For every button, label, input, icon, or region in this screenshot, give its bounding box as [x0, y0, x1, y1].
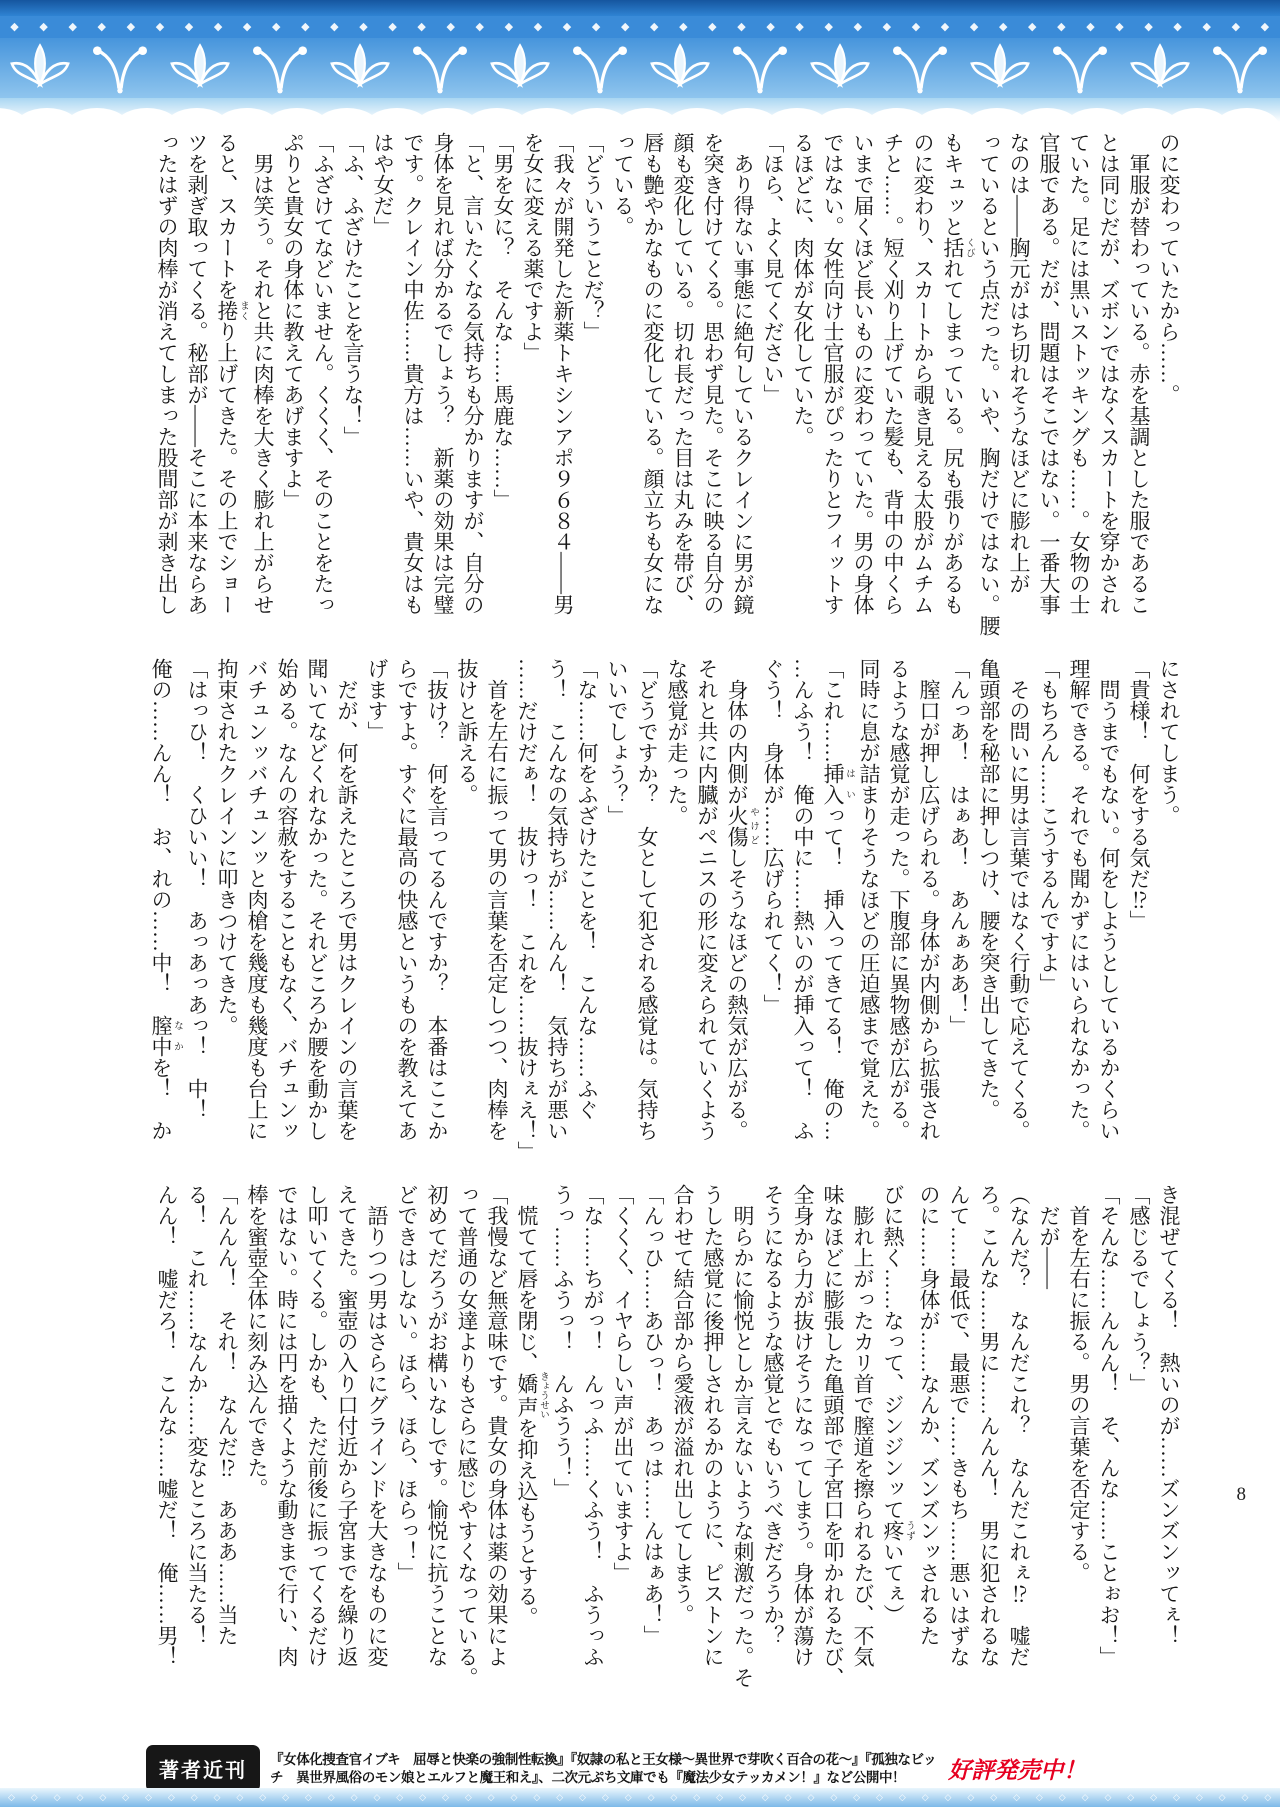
text-line: 拘束されたクレインに叩きつけてきた。 [215, 658, 239, 1036]
diamond-icon: ◇ [761, 1792, 769, 1802]
scroll-ornament-icon [85, 41, 155, 95]
text-line: ていた。足には黒いストッキングも……。女物の士 [1067, 132, 1091, 615]
text-line: き混ぜてくる！ 熱いのが……ズンズンッてぇ！ [1157, 1184, 1181, 1646]
text-band-2 [146, 658, 1184, 1162]
diamond-icon: ◇ [1241, 1792, 1249, 1802]
diamond-icon: ◇ [396, 1792, 404, 1802]
text-line: そうになるような感覚とでもいうべきだろうか？ [761, 1184, 785, 1646]
text-line: う！ こんなの気持ちが……んん！ 気持ちが悪い [545, 658, 569, 1141]
decorative-border-bottom [0, 1788, 1280, 1807]
text-line: 「どういうことだ？」 [581, 132, 605, 342]
text-line: 首を左右に振る。男の言葉を否定する。 [1067, 1184, 1091, 1583]
diamond-icon: ◇ [327, 1792, 335, 1802]
diamond-icon: ◇ [738, 1792, 746, 1802]
text-line: もキュッと括 くびれてしまっている。尻も張りがあるも [941, 132, 974, 615]
diamond-icon: ◆ [562, 20, 572, 33]
text-line: はや女だ」 [371, 132, 395, 237]
diamond-icon: ◆ [97, 20, 106, 33]
scroll-ornament-icon [405, 41, 475, 95]
text-line: うっ……ふうっ！ んふうう！」 [551, 1184, 575, 1499]
diamond-icon: ◇ [807, 1792, 815, 1802]
text-line: んて……最低で、最悪で……きもち……悪いはずな [947, 1184, 971, 1667]
diamond-icon: ◇ [830, 1792, 838, 1802]
text-line: のに変わり、スカートから覗き見える太股がムチム [911, 132, 935, 615]
scroll-ornament-icon [885, 41, 955, 95]
tulip-ornament-icon [965, 41, 1035, 95]
diamond-icon: ◆ [911, 20, 921, 33]
diamond-icon: ◆ [940, 20, 950, 33]
border-top-dark-strip [0, 0, 1280, 16]
text-line: とは同じだが、ズボンではなくスカートを穿かされ [1097, 132, 1121, 615]
text-line: びに熱く……なって、ジンジンッて疼 うずいてぇ） [881, 1184, 914, 1625]
diamond-icon: ◇ [1035, 1792, 1043, 1802]
text-line: なのは――胸元がはち切れそうなほどに膨れ上が [1007, 132, 1031, 594]
text-line: のに……身体が……なんか、ズンズンッされるた [917, 1184, 941, 1646]
diamond-icon: ◇ [647, 1792, 655, 1802]
diamond-icon: ◇ [464, 1792, 472, 1802]
diamond-icon: ◆ [446, 20, 455, 33]
diamond-icon: ◇ [853, 1792, 861, 1802]
text-line: 「男を女に？ そんな……馬鹿な……」 [491, 132, 515, 510]
diamond-icon: ◇ [441, 1792, 449, 1802]
text-line: 全身から力が抜けそうになってしまう。身体が蕩け [791, 1184, 815, 1667]
diamond-icon: ◆ [533, 20, 543, 33]
diamond-icon: ◇ [1195, 1792, 1203, 1802]
text-line: 男は笑う。それと共に肉棒を大きく膨れ上がらせ [251, 132, 275, 615]
diamond-icon: ◇ [76, 1792, 84, 1802]
text-line: 味なほどに膨張した亀頭部で子宮口を叩かれるたび、 [821, 1184, 845, 1688]
text-line: のに変わっていたから……。 [1157, 132, 1181, 405]
diamond-icon: ◇ [990, 1792, 998, 1802]
text-line: 「くくく、イヤらしい声が出ていますよ」 [611, 1184, 635, 1583]
diamond-icon: ◆ [10, 20, 19, 33]
diamond-icon: ◆ [882, 20, 892, 33]
diamond-icon: ◆ [1144, 20, 1153, 33]
text-line: 問うまでもない。何をしようとしているかくらい [1097, 658, 1121, 1141]
scroll-ornament-icon [245, 41, 315, 95]
text-band-3 [152, 1184, 1184, 1688]
text-line: ろ。こんな……男に……んんん！ 男に犯されるな [977, 1184, 1001, 1667]
diamond-icon: ◆ [1202, 20, 1211, 33]
text-line: 聞いてなどくれなかった。それどころか腰を動かし [305, 658, 329, 1141]
border-cloud-fade [0, 98, 1280, 126]
diamond-icon: ◆ [620, 20, 630, 33]
text-line: る！ これ……なんか……変なところに当たる！ [185, 1184, 209, 1646]
diamond-icon: ◆ [272, 20, 281, 33]
text-line: その問いに男は言葉ではなく行動で応えてくる。 [1007, 658, 1031, 1141]
text-line: …んふう！ 俺の中に……熱いのが挿入って！ ふ [791, 658, 815, 1141]
text-line: だが、何を訴えたところで男はクレインの言葉を [335, 658, 359, 1141]
text-line: 「ほら、よく見てください」 [761, 132, 785, 405]
text-line: 初めてだろうがお構いなしです。愉悦に抗うことな [425, 1184, 449, 1667]
border-scallop-row [0, 108, 1280, 126]
diamond-icon: ◆ [591, 20, 601, 33]
diamond-icon: ◆ [1086, 20, 1095, 33]
text-line: ぐう！ 身体が……広げられてく！」 [761, 658, 785, 1015]
text-line: 「はっひ！ くひいい！ あっあっあっ！ 中！ [185, 658, 209, 1120]
diamond-icon: ◆ [39, 20, 48, 33]
diamond-icon: ◇ [145, 1792, 152, 1802]
page-number: 8 [1236, 1484, 1246, 1505]
diamond-icon: ◆ [708, 20, 717, 33]
diamond-icon: ◇ [876, 1792, 883, 1802]
scroll-ornament-icon [565, 41, 635, 95]
footer-book-titles [270, 1751, 936, 1786]
text-line: 軍服が替わっている。赤を基調とした服であるこ [1127, 132, 1151, 615]
tulip-ornament-icon [805, 41, 875, 95]
diamond-icon: ◇ [30, 1792, 38, 1802]
diamond-icon: ◆ [242, 20, 252, 33]
border-diamond-row [0, 16, 1280, 38]
diamond-icon: ◆ [650, 20, 659, 33]
diamond-icon: ◇ [1104, 1792, 1112, 1802]
diamond-icon: ◇ [670, 1792, 678, 1802]
text-line: 「んんん！ それ！ なんだ⁉ あああ……当た [215, 1184, 239, 1646]
text-line: 「これ……挿入 はいって！ 挿入ってきてる！ 俺の… [821, 658, 854, 1141]
diamond-icon: ◆ [417, 20, 426, 33]
diamond-icon: ◇ [579, 1792, 586, 1802]
text-line: 俺の……んん！ お、れの……中！ 膣中 なかを！ か [149, 658, 182, 1141]
text-line: って普通の女達よりもさらに感じやすくなっている。 [455, 1184, 479, 1688]
text-line: 「な……ちがっ！ んっふ……くふう！ ふうっふ [581, 1184, 605, 1667]
diamond-icon: ◇ [624, 1792, 632, 1802]
text-line: 「な……何をふざけたことを！ こんな……ふぐ [575, 658, 599, 1120]
diamond-icon: ◆ [475, 20, 485, 33]
text-line: 「んっあ！ はぁあ！ あんぁああ！」 [947, 658, 971, 1036]
text-line: あり得ない事態に絶句しているクレインに男が鏡 [731, 132, 755, 615]
text-line: バチュンッバチュンッと肉槍を幾度も幾度も台上に [245, 658, 269, 1141]
diamond-icon: ◆ [795, 20, 804, 33]
text-line: 膨れ上がったカリ首で膣道を擦られるたび、不気 [851, 1184, 875, 1667]
diamond-icon: ◇ [167, 1792, 175, 1802]
on-sale-badge: 好評発売中！ [948, 1757, 1087, 1783]
diamond-icon: ◇ [236, 1792, 244, 1802]
diamond-icon: ◆ [1057, 20, 1066, 33]
diamond-icon: ◇ [419, 1792, 427, 1802]
diamond-icon: ◆ [184, 20, 194, 33]
diamond-icon: ◇ [967, 1792, 975, 1802]
text-line: 亀頭部を秘部に押しつけ、腰を突き出してきた。 [977, 658, 1001, 1120]
diamond-icon: ◆ [853, 20, 863, 33]
text-line: 顔も変化している。切れ長だった目は丸みを帯び、 [671, 132, 695, 615]
text-line: いいでしょう？」 [605, 658, 629, 826]
diamond-icon: ◆ [1231, 20, 1241, 33]
text-line: げます」 [365, 658, 389, 742]
footer-line-2: チ 異世界風俗のモン娘とエルフと魔王和え』、二次元ぷち文庫でも『魔法少女テッカメン！』など公開中！ [270, 1769, 906, 1785]
diamond-icon: ◇ [1172, 1792, 1180, 1802]
footer-ad [146, 1745, 1196, 1792]
text-line: 「ふざけてなどいません。くくく、そのことをたっ [311, 132, 335, 615]
diamond-icon: ◇ [259, 1792, 267, 1802]
text-line: 「感じるでしょう？」 [1127, 1184, 1151, 1394]
text-line: うした感覚に後押しされるかのように、ピストンに [701, 1184, 725, 1667]
text-line: 抜けと訴える。 [455, 658, 479, 805]
diamond-icon: ◆ [126, 20, 136, 33]
diamond-icon: ◇ [1150, 1792, 1158, 1802]
diamond-icon: ◆ [359, 20, 368, 33]
diamond-icon: ◇ [373, 1792, 381, 1802]
text-line: 合わせて結合部から愛液が溢れ出してしまう。 [671, 1184, 695, 1625]
text-line: ったはずの肉棒が消えてしまった股間部が剥き出し [155, 132, 179, 615]
text-band-1 [152, 132, 1184, 636]
diamond-icon: ◆ [766, 20, 775, 33]
diamond-icon: ◇ [510, 1792, 518, 1802]
diamond-icon: ◇ [556, 1792, 564, 1802]
text-line: 同時に息が詰まりそうなほどの圧迫感まで覚えた。 [857, 658, 881, 1141]
diamond-icon: ◇ [1264, 1792, 1272, 1802]
diamond-icon: ◇ [53, 1792, 61, 1802]
diamond-icon: ◇ [898, 1792, 906, 1802]
text-line: 理解できる。それでも聞かずにはいられなかった。 [1067, 658, 1091, 1141]
tulip-ornament-icon [5, 41, 75, 95]
diamond-icon: ◆ [68, 20, 77, 33]
text-line: 「ふ、ふざけたことを言うな！」 [341, 132, 365, 447]
text-line: 「もちろん……こうするんですよ」 [1037, 658, 1061, 994]
diamond-icon: ◇ [350, 1792, 358, 1802]
text-line: にされてしまう。 [1157, 658, 1181, 826]
tulip-ornament-icon [645, 41, 715, 95]
diamond-icon: ◇ [921, 1792, 929, 1802]
text-line: らですよ。すぐに最高の快感というものを教えてあ [395, 658, 419, 1141]
diamond-icon: ◆ [969, 20, 979, 33]
diamond-icon: ◇ [99, 1792, 107, 1802]
diamond-icon: ◆ [1260, 20, 1270, 33]
text-line: っている。 [611, 132, 635, 237]
diamond-icon: ◇ [7, 1792, 15, 1802]
text-line: だが―― [1037, 1184, 1061, 1289]
diamond-icon: ◇ [1127, 1792, 1135, 1802]
text-line: 「どうですか？ 女として犯される感覚は。気持ち [635, 658, 659, 1141]
text-line: どできはしない。ほら、ほら、ほらっ！」 [395, 1184, 419, 1583]
scroll-ornament-icon [1205, 41, 1275, 95]
text-line: るほどに、肉体が女化していた。 [791, 132, 815, 447]
author-books-label: 著者近刊 [146, 1745, 260, 1792]
footer-line-1: 『女体化捜査官イブキ 屈辱と快楽の強制性転換』『奴隷の私と王女様～異世界で芽吹く百合の花～』『孤独なビッ [270, 1752, 937, 1767]
diamond-icon: ◇ [533, 1792, 541, 1802]
diamond-icon: ◇ [487, 1792, 495, 1802]
diamond-icon: ◇ [282, 1792, 289, 1802]
text-line: 語りつつ男はさらにグラインドを大きなものに変 [365, 1184, 389, 1667]
diamond-icon: ◇ [1013, 1792, 1020, 1802]
diamond-icon: ◆ [998, 20, 1008, 33]
text-line: るような感覚が走った。下腹部に異物感が広がる。 [887, 658, 911, 1141]
text-line: ツを剥ぎ取ってくる。秘部が――そこに本来ならあ [185, 132, 209, 615]
text-line: 「我々が開発した新薬トキシンアポ９６８４――男 [551, 132, 575, 615]
diamond-icon: ◆ [155, 20, 165, 33]
text-line: 首を左右に振って男の言葉を否定しつつ、肉棒を [485, 658, 509, 1141]
border-ornament-row [0, 38, 1280, 98]
tulip-ornament-icon [325, 41, 395, 95]
text-line: を突き付けてくる。思わず見た。そこに映る自分の [701, 132, 725, 615]
text-line: 「と、言いたくなる気持ちも分かりますが、自分の [461, 132, 485, 615]
text-line: ぷりと貴女の身体に教えてあげますよ」 [281, 132, 305, 510]
text-line: ではない。時には円を描くような動きまで行い、肉 [275, 1184, 299, 1667]
diamond-icon: ◇ [784, 1792, 792, 1802]
text-line: な感覚が走った。 [665, 658, 689, 826]
diamond-icon: ◇ [1218, 1792, 1226, 1802]
text-line: えてきた。蜜壺の入り口付近から子宮までを繰り返 [335, 1184, 359, 1667]
text-line: を女に変える薬ですよ」 [521, 132, 545, 363]
text-line: です。クレイン中佐……貴方は……いや、貴女はも [401, 132, 425, 615]
diamond-icon: ◇ [1081, 1792, 1089, 1802]
text-line: （なんだ？ なんだこれ？ なんだこれぇ⁉ 嘘だ [1007, 1184, 1031, 1667]
diamond-icon: ◆ [301, 20, 310, 33]
text-line: 「んっひ……あひっ！ あっは……んはぁあ！」 [641, 1184, 665, 1646]
diamond-icon: ◆ [1173, 20, 1182, 33]
scroll-ornament-icon [1045, 41, 1115, 95]
diamond-icon: ◆ [330, 20, 339, 33]
text-line: んん！ 嘘だろ！ こんな……嘘だ！ 俺……男！ [155, 1184, 179, 1667]
text-line: 「貴様！ 何をする気だ⁉」 [1127, 658, 1151, 931]
diamond-icon: ◆ [213, 20, 223, 33]
diamond-icon: ◆ [388, 20, 397, 33]
text-line: し叩いてくる。しかも、ただ前後に振ってくるだけ [305, 1184, 329, 1667]
diamond-icon: ◇ [190, 1792, 198, 1802]
diamond-icon: ◇ [1058, 1792, 1066, 1802]
diamond-icon: ◇ [601, 1792, 609, 1802]
tulip-ornament-icon [165, 41, 235, 95]
text-line: チと……。短く刈り上げていた髪も、背中の中くら [881, 132, 905, 615]
diamond-icon: ◆ [504, 20, 514, 33]
decorative-border-top [0, 0, 1280, 126]
text-line: 始める。なんの容赦をすることもなく、バチュンッ [275, 658, 299, 1141]
diamond-icon: ◇ [304, 1792, 312, 1802]
diamond-icon: ◆ [1115, 20, 1124, 33]
text-line: 身体を見れば分かるでしょう？ 新薬の効果は完璧 [431, 132, 455, 615]
text-line: 棒を蜜壺全体に刻み込んできた。 [245, 1184, 269, 1499]
text-line: それと共に内臓がペニスの形に変えられていくよう [695, 658, 719, 1141]
text-line: 唇も艶やかなものに変化している。顔立ちも女にな [641, 132, 665, 615]
text-line: 明らかに愉悦としか言えないような刺激だった。そ [731, 1184, 755, 1688]
tulip-ornament-icon [1125, 41, 1195, 95]
text-line: ではない。女性向け士官服がぴったりとフィットす [821, 132, 845, 615]
diamond-icon: ◇ [693, 1792, 701, 1802]
text-line: 身体の内側が火傷 やけどしそうなほどの熱気が広がる。 [725, 658, 758, 1141]
diamond-icon: ◆ [679, 20, 688, 33]
tulip-ornament-icon [485, 41, 555, 95]
diamond-icon: ◆ [737, 20, 746, 33]
diamond-icon: ◆ [1028, 20, 1037, 33]
text-line: いまで届くほど長いものに変わっていた。男の身体 [851, 132, 875, 615]
text-line: 「我慢など無意味です。貴女の身体は薬の効果によ [485, 1184, 509, 1667]
text-line: 膣口が押し広げられる。身体が内側から拡張され [917, 658, 941, 1141]
text-line: っているという点だった。いや、胸だけではない。腰 [977, 132, 1001, 636]
diamond-icon: ◇ [716, 1792, 724, 1802]
text-line: 官服である。だが、問題はそこではない。一番大事 [1037, 132, 1061, 615]
diamond-icon: ◇ [944, 1792, 952, 1802]
text-line: ……だけだぁ！ 抜けっ！ これを……抜けぇえ！」 [515, 658, 539, 1162]
text-line: 慌てて唇を閉じ、嬌声 きょうせいを抑え込もうとする。 [515, 1184, 548, 1628]
diamond-icon: ◆ [824, 20, 833, 33]
text-line: ると、スカートを捲 まくり上げてきた。その上でショー [215, 132, 248, 615]
scroll-ornament-icon [725, 41, 795, 95]
text-line: 「抜け？ 何を言ってるんですか？ 本番はここか [425, 658, 449, 1141]
diamond-icon: ◇ [122, 1792, 130, 1802]
text-line: 「そんな……んんん！ そ、んな……ことぉお！」 [1097, 1184, 1121, 1667]
diamond-icon: ◇ [213, 1792, 221, 1802]
